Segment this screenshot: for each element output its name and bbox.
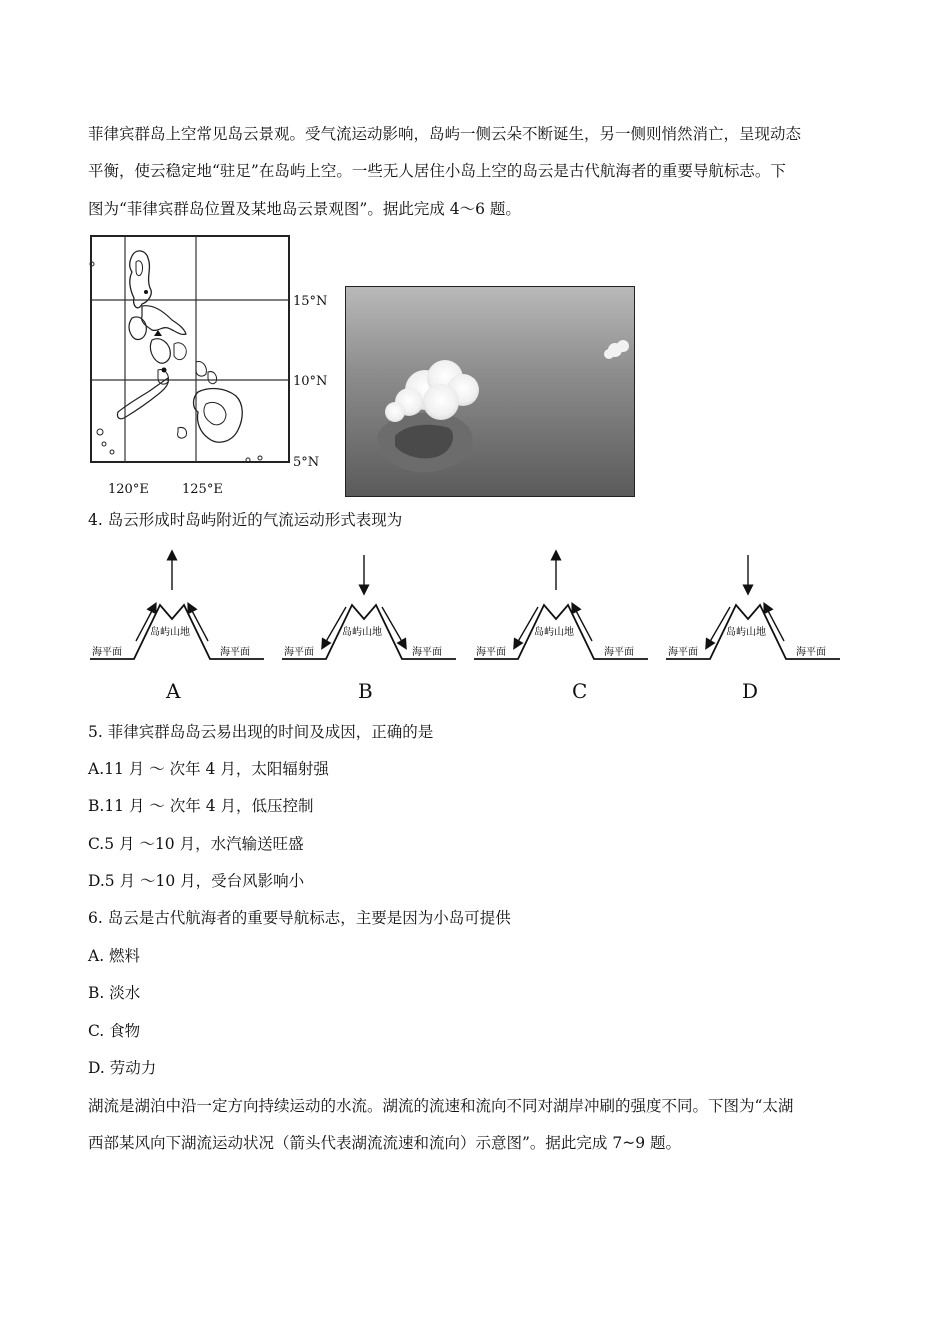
philippines-map bbox=[88, 232, 338, 502]
diagram-a-sea-left: 海平面 bbox=[92, 647, 122, 658]
diagram-d-sea-right: 海平面 bbox=[796, 647, 826, 658]
q6-stem: 6. 岛云是古代航海者的重要导航标志，主要是因为小岛可提供 bbox=[88, 909, 511, 927]
option-d-label: D bbox=[742, 679, 759, 703]
q5-stem: 5. 菲律宾群岛岛云易出现的时间及成因，正确的是 bbox=[88, 723, 434, 741]
diagram-d-sea-left: 海平面 bbox=[668, 647, 698, 658]
intro1-line3: 图为“菲律宾群岛位置及某地岛云景观图”。据此完成 4～6 题。 bbox=[88, 200, 521, 218]
lon-125e-label: 125°E bbox=[182, 482, 223, 497]
lon-120e-label: 120°E bbox=[108, 482, 149, 497]
diagram-d-island: 岛屿山地 bbox=[726, 627, 766, 638]
island-cloud-photo bbox=[345, 286, 635, 497]
intro1-line1: 菲律宾群岛上空常见岛云景观。受气流运动影响，岛屿一侧云朵不断诞生，另一侧则悄然消亡，呈现动态 bbox=[88, 125, 802, 143]
q5-option-a: A.11 月 ～ 次年 4 月，太阳辐射强 bbox=[88, 760, 329, 778]
diagram-c-island: 岛屿山地 bbox=[534, 627, 574, 638]
intro2-line2: 西部某风向下湖流运动状况（箭头代表湖流流速和流向）示意图”。据此完成 7~9 题。 bbox=[88, 1134, 681, 1152]
q5-option-b: B.11 月 ～ 次年 4 月，低压控制 bbox=[88, 797, 314, 815]
q5-option-d: D.5 月 ～10 月，受台风影响小 bbox=[88, 872, 305, 890]
diagram-a-island: 岛屿山地 bbox=[150, 627, 190, 638]
option-b-label: B bbox=[358, 679, 373, 703]
lat-5n-label: 5°N bbox=[293, 455, 320, 470]
diagram-b-sea-left: 海平面 bbox=[284, 647, 314, 658]
intro1-line2: 平衡，使云稳定地“驻足”在岛屿上空。一些无人居住小岛上空的岛云是古代航海者的重要导航标志。下 bbox=[88, 162, 786, 180]
lat-10n-label: 10°N bbox=[293, 374, 328, 389]
q5-option-c: C.5 月 ～10 月，水汽输送旺盛 bbox=[88, 835, 304, 853]
diagram-a bbox=[88, 545, 268, 675]
diagram-a-sea-right: 海平面 bbox=[220, 647, 250, 658]
diagram-c bbox=[472, 545, 652, 675]
diagram-c-sea-right: 海平面 bbox=[604, 647, 634, 658]
diagram-d bbox=[664, 545, 844, 675]
option-a-label: A bbox=[166, 679, 181, 703]
q6-option-c: C. 食物 bbox=[88, 1022, 141, 1040]
q6-option-b: B. 淡水 bbox=[88, 984, 141, 1002]
q6-option-d: D. 劳动力 bbox=[88, 1059, 157, 1077]
diagram-b-island: 岛屿山地 bbox=[342, 627, 382, 638]
q6-option-a: A. 燃料 bbox=[88, 947, 141, 965]
option-c-label: C bbox=[572, 679, 588, 703]
diagram-b-sea-right: 海平面 bbox=[412, 647, 442, 658]
q4-stem: 4. 岛云形成时岛屿附近的气流运动形式表现为 bbox=[88, 511, 403, 529]
lat-15n-label: 15°N bbox=[293, 294, 328, 309]
diagram-c-sea-left: 海平面 bbox=[476, 647, 506, 658]
diagram-b bbox=[280, 545, 460, 675]
intro2-line1: 湖流是湖泊中沿一定方向持续运动的水流。湖流的流速和流向不同对湖岸冲刷的强度不同。下图为“太湖 bbox=[88, 1097, 794, 1115]
